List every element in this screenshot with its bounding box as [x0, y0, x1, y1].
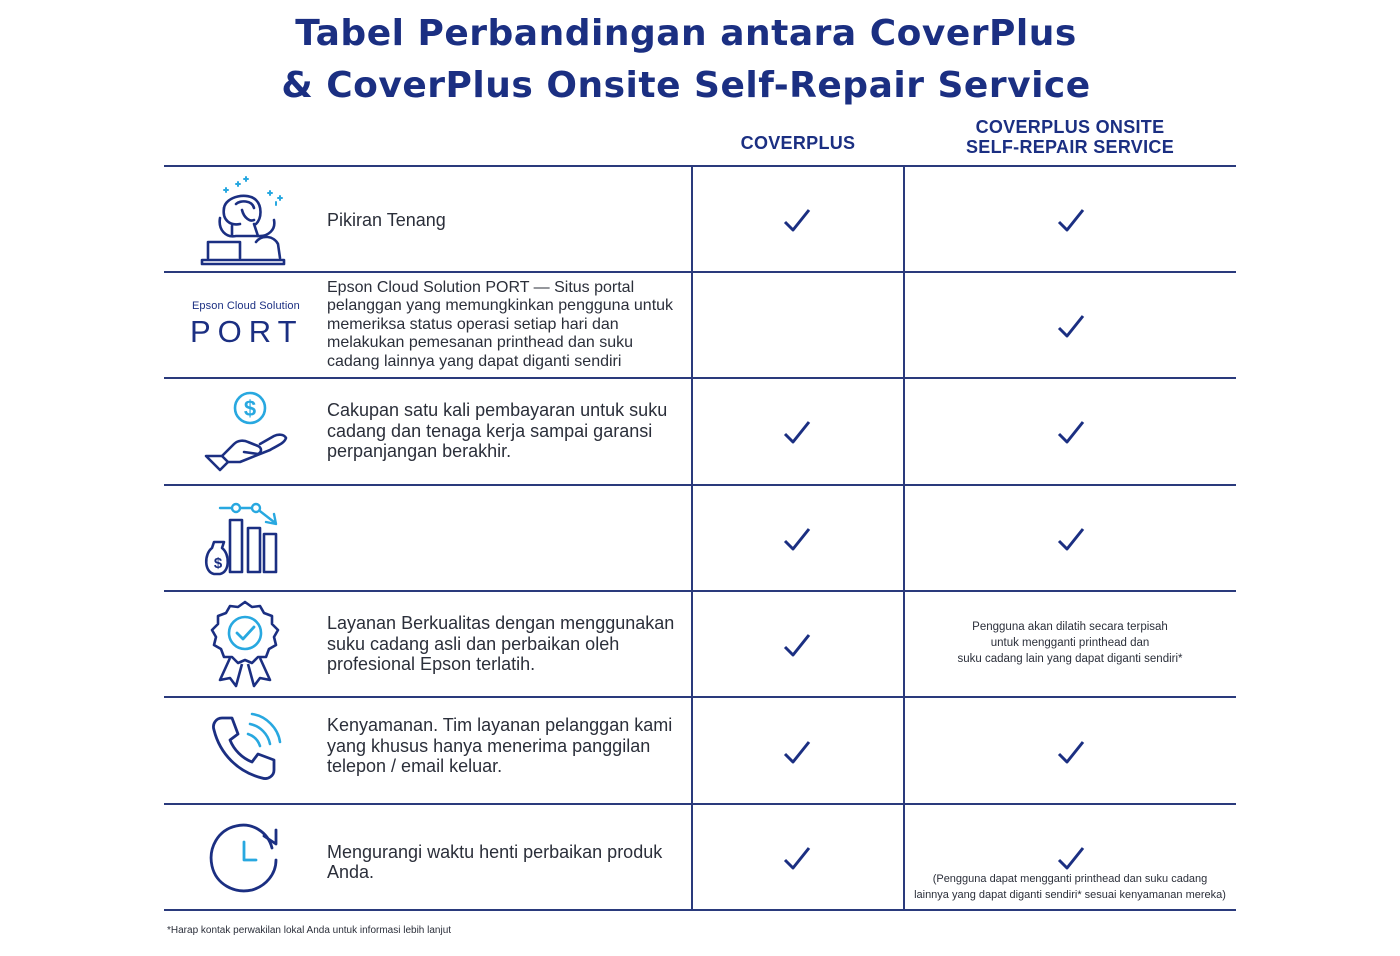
row-7-coverplus-check-icon	[783, 846, 811, 872]
row-7-onsite-note	[905, 871, 1235, 903]
row-5-feature-text: Layanan Berkualitas dengan menggunakan suku cadang asli dan perbaikan oleh profesional Epson terlatih.	[327, 613, 675, 675]
clock-refresh-icon	[206, 818, 282, 894]
row-6-feature-text: Kenyamanan. Tim layanan pelanggan kami yang khusus hanya menerima panggilan telepon / email keluar.	[327, 715, 673, 777]
row-4-coverplus-check-icon	[783, 527, 811, 553]
row-5-onsite-note-line: suku cadang lain yang dapat diganti sendiri*	[957, 653, 1183, 665]
row-7-onsite-note-line: lainnya yang dapat diganti sendiri* sesuai kenyamanan mereka)	[914, 889, 1226, 901]
quality-badge-icon	[208, 598, 282, 690]
port-logo-small-text: Epson Cloud Solution	[192, 300, 300, 312]
row-5-onsite-note-line: Pengguna akan dilatih secara terpisah	[972, 621, 1168, 633]
row-7-onsite-check-icon	[1057, 846, 1085, 872]
row-7-feature-text: Mengurangi waktu henti perbaikan produk Anda.	[327, 841, 663, 882]
column-divider	[691, 166, 693, 910]
page-title	[0, 8, 1372, 112]
row-6-onsite-check-icon	[1057, 740, 1085, 766]
row-4-feature-text	[327, 527, 687, 551]
row-7-onsite-note-line: (Pengguna dapat mengganti printhead dan suku cadang	[932, 873, 1208, 885]
table-divider	[164, 377, 1236, 379]
row-3-feature-text: Cakupan satu kali pembayaran untuk suku cadang dan tenaga kerja sampai garansi perpanjangan berakhir.	[327, 400, 668, 462]
table-divider	[164, 803, 1236, 805]
table-divider	[164, 484, 1236, 486]
svg-text:$: $	[243, 396, 257, 421]
column-header-onsite-line-1: COVERPLUS ONSITE	[975, 117, 1165, 137]
table-divider	[164, 909, 1236, 911]
row-1-coverplus-check-icon	[783, 208, 811, 234]
hand-coin-icon	[200, 390, 290, 474]
table-divider	[164, 590, 1236, 592]
column-divider	[903, 166, 905, 910]
column-header-coverplus: COVERPLUS	[740, 133, 856, 153]
cost-reduction-chart-icon	[200, 498, 284, 578]
row-5-onsite-note	[905, 619, 1235, 667]
epson-cloud-solution-port-logo	[186, 300, 306, 350]
row-1-feature-text: Pikiran Tenang	[327, 209, 446, 230]
footnote: *Harap kontak perwakilan lokal Anda untuk informasi lebih lanjut	[167, 925, 452, 936]
relaxed-person-icon	[196, 174, 291, 266]
row-2-feature-text: Epson Cloud Solution PORT — Situs portal pelanggan yang memungkinkan pengguna untuk memeriksa status operasi setiap hari dan melakukan pemesanan printhead dan suku cadang lainnya yang dapat diganti sendiri	[327, 278, 674, 370]
row-3-onsite-check-icon	[1057, 420, 1085, 446]
port-logo-big-text: PORT	[190, 314, 304, 349]
column-header-onsite	[905, 117, 1235, 157]
svg-text:$: $	[213, 555, 223, 572]
phone-call-icon	[208, 712, 282, 784]
title-line-2: & CoverPlus Onsite Self-Repair Service	[281, 65, 1091, 106]
table-divider	[164, 271, 1236, 273]
table-divider	[164, 165, 1236, 167]
column-header-onsite-line-2: SELF-REPAIR SERVICE	[965, 137, 1175, 157]
row-4-onsite-check-icon	[1057, 527, 1085, 553]
row-5-onsite-note-line: untuk mengganti printhead dan	[990, 637, 1150, 649]
title-line-1: Tabel Perbandingan antara CoverPlus	[295, 13, 1077, 54]
table-divider	[164, 696, 1236, 698]
row-6-coverplus-check-icon	[783, 740, 811, 766]
row-2-onsite-check-icon	[1057, 314, 1085, 340]
row-5-coverplus-check-icon	[783, 633, 811, 659]
row-1-onsite-check-icon	[1057, 208, 1085, 234]
row-3-coverplus-check-icon	[783, 420, 811, 446]
